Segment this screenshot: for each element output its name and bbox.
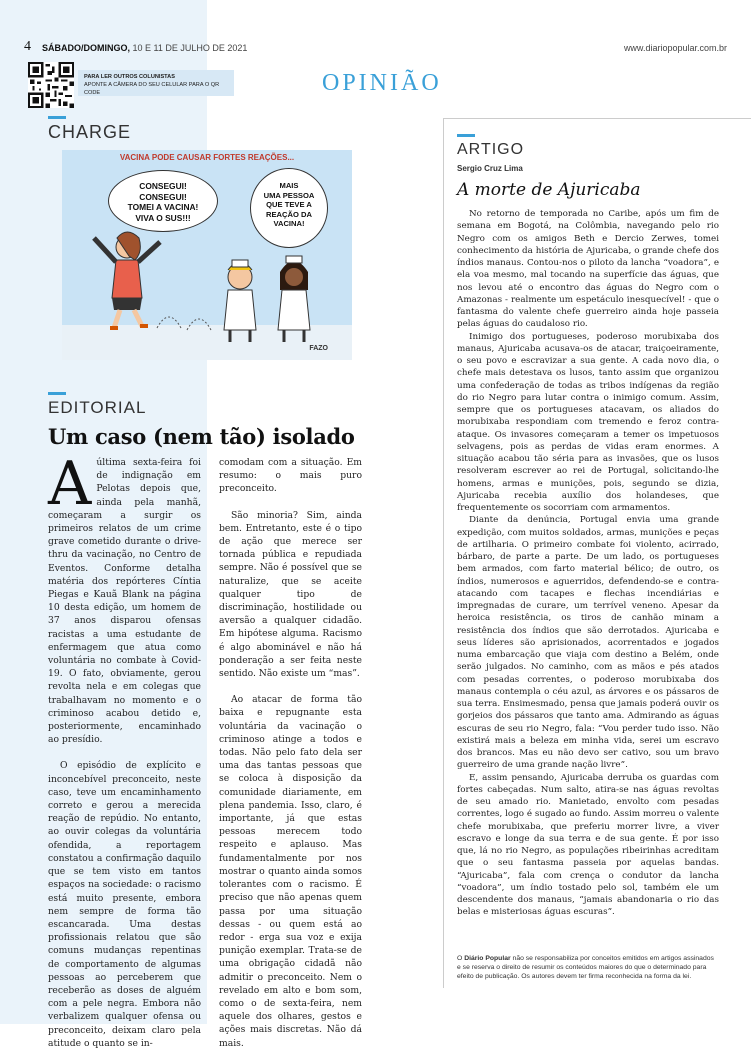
page-number: 4 — [24, 39, 31, 54]
artigo-paragraph: E, assim pensando, Ajuricaba derruba os guardas com fortes cabeçadas. Num salto, atira-se nas águas revoltas de seu amado rio. Manietado, envolto com pesadas correntes, logo é sugado ao fundo. Assim morreu o valente chefe morubixaba, que preferiu morrer livre, a viver escravo e longe da sua terra e de sua gente. É por isso que, lá no rio Negro, as populações ribeirinhas acreditam que o seu fantasma passeia por aquelas bandas. “Ajuricaba”, fala com crença o condutor da lancha “voadora”, um índio tostado pelo sol, também ele um descendente dos manaus, “jamais abandonaria o rio das belas e misteriosas águas escuras”. — [457, 772, 719, 918]
bubble-left-line: CONSEGUI! — [139, 191, 187, 202]
editorial-label: EDITORIAL — [48, 398, 147, 417]
artigo-frame-left — [443, 118, 444, 988]
bubble-right-line: VACINA! — [273, 219, 305, 229]
artigo-paragraph: Inimigo dos portugueses, poderoso morubixaba dos manaus, Ajuricaba acusava-os de atacar, traiçoeiramente, o seu povo e escravizar a sua gente. A cada novo dia, o chefe mais detestava os lusos, tanto assim que organizou uma confederação de todas as tribos indígenas da região do rio Negro para lutar contra o inimigo comum. Assim, sempre que os portugueses atacavam, os aliados do morubixaba respondiam com tremendo e feroz contra-ataque. Os invasores começaram a temer os impetuosos selvagens, pois as perdas de vidas eram enormes. A situação acabou tão séria para as invasões, que os lusos resolveram escrever ao rei de Portugal, solicitando-lhe homens, armas e munições, pois, segundo se dizia, Ajuricaba recebia auxílio dos holandeses, que frequentemente os socorriam com armamentos. — [457, 331, 719, 513]
charge-label: CHARGE — [48, 122, 132, 142]
edition-date-rest: 10 E 11 DE JULHO DE 2021 — [130, 43, 248, 53]
artigo-body — [457, 208, 719, 919]
cartoon-image — [62, 150, 352, 360]
bubble-right-line: MAIS — [279, 181, 299, 190]
artigo-paragraph: Diante da denúncia, Portugal envia uma grande expedição, com muitos soldados, armas, munições e peças de artilharia. O primeiro combate foi violento, acirrado, bárbaro, de parte a parte. De um lado, os portugueses bem armados, com farto material bélico; de outro, os índios, numerosos e aguerridos, defendendo-se e contra-atacando com tacapes e flechas incendiárias e impregnadas de curare, um terrível veneno. Apesar da heroica resistência, os tiros de canhão minam a resistência dos índios que são derrotados. Ajuricaba e seus líderes são aprisionados, acorrentados e jogados numa embarcação que viaja com destino a Belém, onde serão julgados. No caminho, com as mãos e pés atados com pesadas correntes, o poderoso morubixaba dos manaus contempla o céu azul, as árvores e os pássaros de sua terra. Ensimesmado, pensa que jamais poderá ouvir os gorjeios dos pássaros que tanto ama. Admirando as águas escuras de seu rio Negro, fala: “Vou perder tudo isso. Não existirá mais a beleza em minha vida, serei um escravo dos brancos. Mas eu não devo ser cativo, sou um bravo guerreiro de uma grande nação livre”. — [457, 515, 719, 771]
bubble-right-line: QUE TEVE A — [266, 200, 312, 210]
page-header — [24, 39, 727, 56]
edition-date-bold: SÁBADO/DOMINGO, — [42, 43, 131, 53]
editorial-accent-bar — [48, 392, 66, 395]
artigo-author: Sergio Cruz Lima — [457, 164, 523, 173]
artigo-accent-bar — [457, 134, 475, 137]
disclaimer — [457, 954, 719, 981]
bubble-left-line: VIVA O SUS!!! — [135, 212, 191, 223]
charge-accent-bar — [48, 116, 66, 119]
bubble-left-line: TOMEI A VACINA! — [127, 202, 199, 212]
qr-notice-line2: APONTE A CÂMERA DO SEU CELULAR PARA O QR CODE — [84, 82, 220, 96]
section-title: OPINIÃO — [322, 70, 442, 96]
editorial-column-1 — [48, 449, 201, 1063]
editorial-paragraph: comodam com a situação. Em resumo: o mais puro preconceito. — [219, 457, 362, 495]
speech-bubble-right — [250, 168, 328, 248]
artigo-frame-top — [443, 118, 751, 119]
speech-bubble-left — [108, 170, 218, 232]
cartoonist-signature: FAZO — [309, 345, 328, 352]
editorial-text: última sexta-feira foi de indignação em Pelotas depois que, ainda pela manhã, começaram a surgir os primeiros relatos de um crime grave cometido durante o drive-thru da vacinação, no Centro de Eventos. Conforme detalha matéria dos repórteres Cíntia Piegas e Kauã Blank na página 10 desta edição, um homem de 37 anos disparou ofensas racistas a uma estudante de enfermagem que atua como voluntária no combate à Covid-19. O fato, obviamente, gerou revolta nela e em colegas que trabalhavam no momento e o criminoso acabou detido e, posteriormente, encaminhado ao presídio. — [48, 457, 201, 746]
artigo-headline: A morte de Ajuricaba — [457, 180, 641, 200]
editorial-headline: Um caso (nem tão) isolado — [48, 424, 355, 449]
editorial-column-2 — [219, 456, 362, 1063]
bubble-right-line: REAÇÃO DA — [266, 209, 312, 219]
bubble-right-line: UMA PESSOA — [263, 190, 315, 200]
website-link[interactable]: www.diariopopular.com.br — [623, 43, 727, 53]
editorial-paragraph: Ao atacar de forma tão baixa e repugnante esta voluntária da vacinação o criminoso atinge a todos e todas. Não pelo fato dela ser uma das tantas pessoas que se coloca à disposição da comunidade diariamente, em plena pandemia. Isso, claro, é importante, já que estas pessoas merecem todo respeito e aplauso. Mas fundamentalmente por nos mostrar o quanto ainda somos tolerantes com o racismo. É preciso que não apenas quem passa por uma situação dessas - ou quem está ao redor - erga sua voz e exija punição exemplar. Trata-se de uma obrigação cidadã não admitir o preconceito. Nem o revelado em alto e bom som, como o de sexta-feira, nem aquele dos olhares, gestos e ações mais discretas. Não dá mais. — [219, 694, 362, 1049]
artigo-label: ARTIGO — [457, 141, 525, 158]
editorial-paragraph — [48, 449, 201, 746]
cartoon-caption: VACINA PODE CAUSAR FORTES REAÇÕES... — [119, 153, 295, 162]
qr-notice — [78, 70, 234, 96]
drop-cap: A — [48, 449, 92, 519]
disclaimer-brand: Diário Popular — [464, 955, 511, 962]
disclaimer-prefix: O — [457, 955, 465, 962]
qr-code-icon[interactable] — [28, 62, 74, 108]
bubble-left-line: CONSEGUI! — [139, 181, 187, 191]
qr-notice-line1: PARA LER OUTROS COLUNISTAS — [84, 74, 175, 80]
editorial-paragraph: O episódio de explícito e inconcebível preconceito, neste caso, teve um encaminhamento correto e gerou a merecida reação de repúdio. No entanto, ao ouvir colegas da voluntária ofendida, a reportagem constatou a confirmação daquilo que se tem visto em tantos espaços na sociedade: o racismo está muito presente, embora nem sempre de forma tão escancarada. Uma destas profissionais relatou que são comuns mudanças repentinas de comportamento de algumas pessoas ao perceberem que receberão as doses de alguém com a pele negra. Embora não verbalizem qualquer ofensa ou preconceito, deixam claro pela atitude o quanto se in- — [48, 760, 201, 1049]
artigo-paragraph: No retorno de temporada no Caribe, após um fim de semana em Bogotá, na Colômbia, navegando pelo rio Negro com os amigos Beth e Dercio Zerwes, tomei conhecimento da história de Ajuricaba, o grande chefe dos índios manaus. Contou-nos o piloto da lancha “voadora”, e ela voa mesmo, mal tocando na superfície das águas, que nos levou até o encontro das águas do Negro com o Amazonas - realmente um espetáculo inesquecível! - que o fantasma do valente chefe guerreiro ainda hoje passeia pelas águas do caudaloso rio. — [457, 209, 719, 330]
disclaimer-text: não se responsabiliza por conceitos emitidos em artigos assinados e se reserva o direito de resumir os conteúdos maiores do que o determinado para efeito de publicação. Os autores devem ter firma reconhecida na forma da lei. — [457, 955, 714, 980]
edition-date — [42, 43, 247, 53]
editorial-paragraph: São minoria? Sim, ainda bem. Entretanto, este é o tipo de ação que merece ser tornada pública e repudiada sempre. Não é possível que se naturalize, que se aceite qualquer tipo de discriminação, hostilidade ou aversão a qualquer cidadão. Em hipótese alguma. Racismo é algo abominável e não há ponderação a ser feita neste sentido. Não existe um “mas”. — [219, 509, 362, 680]
